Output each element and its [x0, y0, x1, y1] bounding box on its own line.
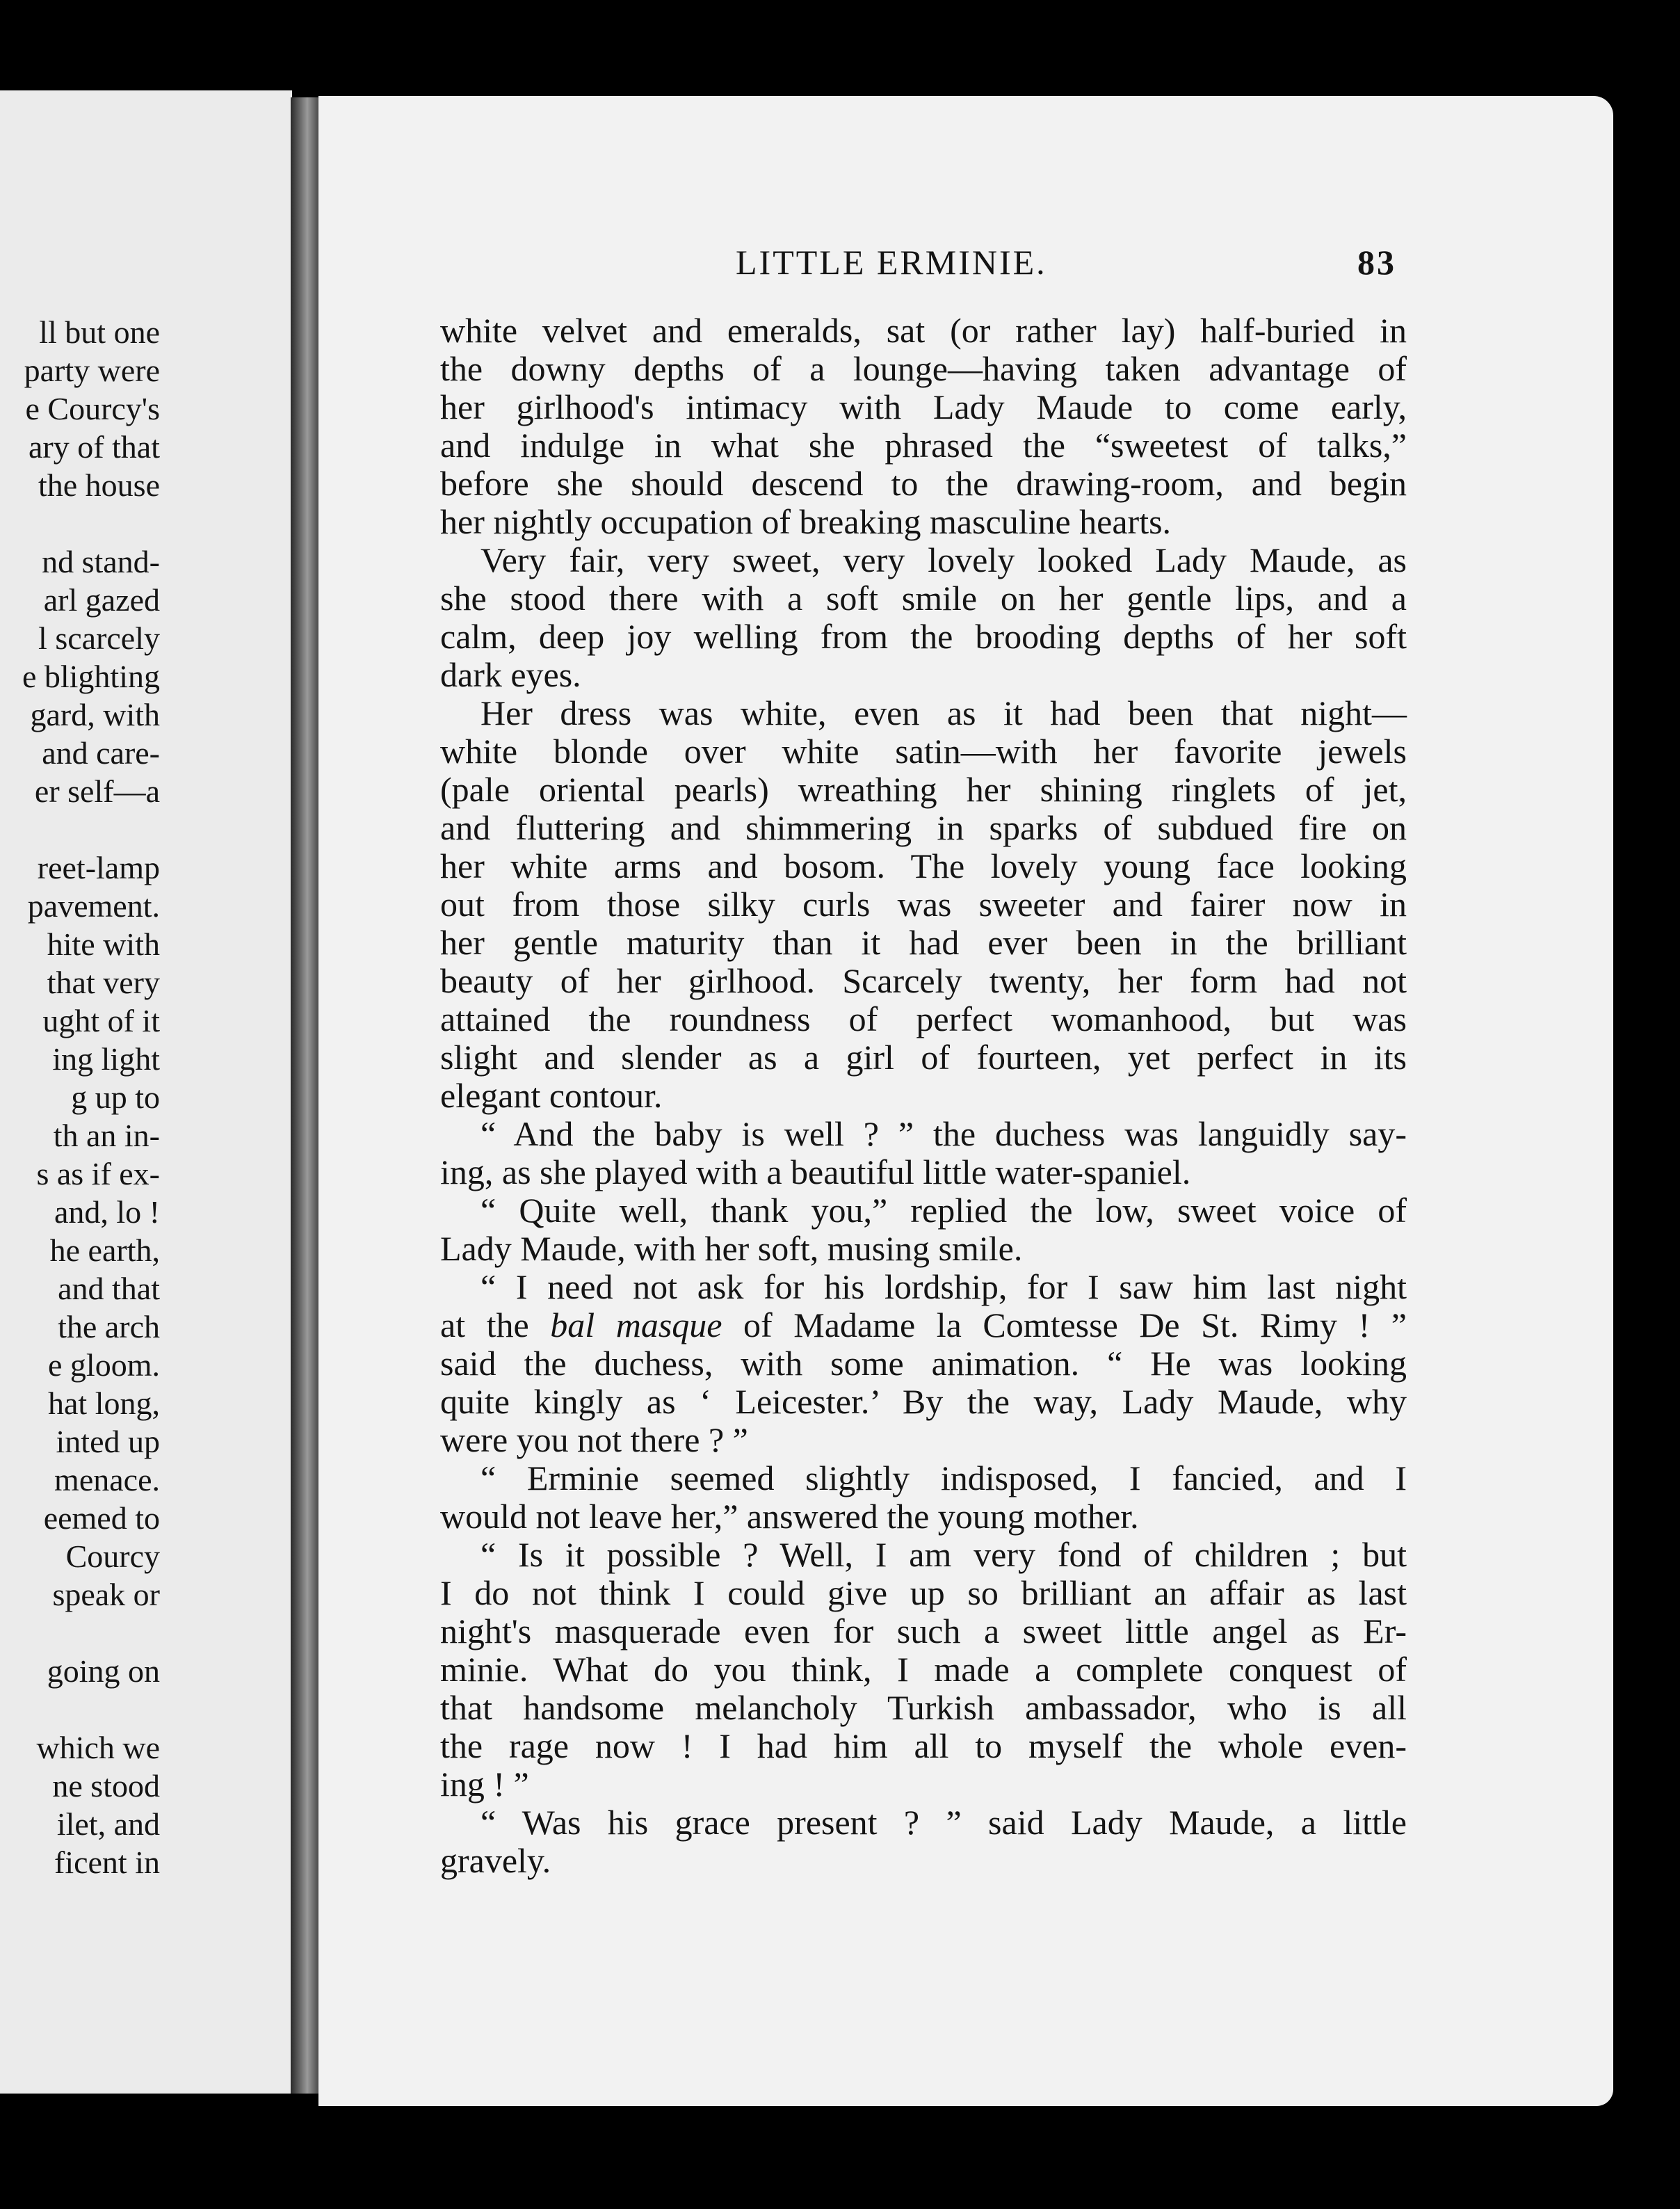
- previous-page-line: that very: [47, 965, 160, 1000]
- text-line: the downy depths of a lounge—having taken advantage of: [440, 349, 1407, 388]
- text-line: her white arms and bosom. The lovely young face looking: [440, 846, 1407, 885]
- current-page: [318, 96, 1613, 2106]
- previous-page-line: ficent in: [54, 1845, 160, 1880]
- previous-page-text: [0, 313, 160, 1881]
- text-line: and indulge in what she phrased the “sweetest of talks,”: [440, 426, 1407, 465]
- previous-page-line: e gloom.: [48, 1347, 160, 1383]
- text-line: were you not there ? ”: [440, 1420, 748, 1459]
- text-line: elegant contour.: [440, 1076, 663, 1115]
- text-line: slight and slender as a girl of fourteen, yet perfect in its: [440, 1038, 1407, 1077]
- previous-page-line: e Courcy's: [25, 391, 160, 426]
- previous-page-line: l scarcely: [38, 620, 160, 656]
- text-line: [440, 1306, 1407, 1344]
- running-title: LITTLE ERMINIE.: [736, 243, 1047, 282]
- text-line: dark eyes.: [440, 655, 581, 694]
- previous-page-line: ilet, and: [56, 1806, 160, 1842]
- previous-page-line: [0, 504, 160, 543]
- previous-page-line: er self—a: [34, 773, 160, 809]
- text-line: gravely.: [440, 1841, 551, 1880]
- previous-page-line: arl gazed: [43, 582, 160, 618]
- text-line: ing, as she played with a beautiful little water-spaniel.: [440, 1152, 1191, 1191]
- text-line: “ Was his grace present ? ” said Lady Maude, a little: [480, 1803, 1407, 1842]
- previous-page-line: nd stand-: [42, 544, 160, 579]
- previous-page-line: ary of that: [28, 429, 160, 465]
- text-line: and fluttering and shimmering in sparks of subdued fire on: [440, 808, 1407, 847]
- previous-page-line: th an in-: [53, 1118, 160, 1153]
- previous-page-line: the arch: [58, 1309, 160, 1344]
- previous-page-line: hat long,: [48, 1385, 160, 1421]
- page-body-text: [440, 312, 1407, 1880]
- text-line: minie. What do you think, I made a complete conquest of: [440, 1650, 1407, 1689]
- italic-phrase: bal masque: [550, 1306, 722, 1344]
- text-line: attained the roundness of perfect womanhood, but was: [440, 999, 1407, 1038]
- text-fragment: at the: [440, 1306, 551, 1344]
- previous-page-line: [0, 810, 160, 849]
- text-line: “ I need not ask for his lordship, for I saw him last night: [480, 1267, 1407, 1306]
- text-line: beauty of her girlhood. Scarcely twenty, her form had not: [440, 961, 1407, 1000]
- text-fragment: of Madame la Comtesse De St. Rimy ! ”: [722, 1306, 1407, 1344]
- previous-page-line: going on: [47, 1653, 160, 1689]
- previous-page-line: gard, with: [30, 697, 160, 732]
- previous-page-line: reet-lamp: [37, 850, 160, 885]
- previous-page-line: the house: [38, 467, 160, 503]
- previous-page-line: which we: [36, 1730, 160, 1765]
- text-line: said the duchess, with some animation. “ He was looking: [440, 1344, 1407, 1383]
- text-line: the rage now ! I had him all to myself the whole even-: [440, 1726, 1407, 1765]
- page-number: 83: [1357, 243, 1396, 282]
- text-line: “ Erminie seemed slightly indisposed, I fancied, and I: [480, 1459, 1407, 1497]
- previous-page-line: menace.: [54, 1462, 160, 1497]
- previous-page-line: ne stood: [52, 1768, 160, 1804]
- previous-page-line: speak or: [52, 1577, 160, 1612]
- text-line: her gentle maturity than it had ever been in the brilliant: [440, 923, 1407, 962]
- text-line: white blonde over white satin—with her favorite jewels: [440, 732, 1407, 771]
- text-line: “ Quite well, thank you,” replied the low, sweet voice of: [480, 1191, 1407, 1230]
- text-line: night's masquerade even for such a sweet little angel as Er-: [440, 1612, 1407, 1650]
- text-line: before she should descend to the drawing-room, and begin: [440, 464, 1407, 503]
- previous-page-line: ll but one: [39, 314, 160, 350]
- text-line: Very fair, very sweet, very lovely looked Lady Maude, as: [480, 540, 1407, 579]
- previous-page-line: s as if ex-: [36, 1156, 160, 1191]
- previous-page-line: and that: [58, 1271, 160, 1306]
- previous-page-line: Courcy: [65, 1539, 160, 1574]
- previous-page-line: [0, 1690, 160, 1728]
- previous-page-line: [0, 1614, 160, 1652]
- previous-page-line: and, lo !: [54, 1194, 160, 1230]
- previous-page-line: and care-: [42, 735, 160, 771]
- text-line: her nightly occupation of breaking masculine hearts.: [440, 502, 1172, 541]
- text-line: quite kingly as ‘ Leicester.’ By the way, Lady Maude, why: [440, 1382, 1407, 1421]
- text-line: Lady Maude, with her soft, musing smile.: [440, 1229, 1023, 1268]
- text-line: white velvet and emeralds, sat (or rather lay) half-buried in: [440, 311, 1407, 350]
- text-line: calm, deep joy welling from the brooding depths of her soft: [440, 617, 1407, 656]
- previous-page-line: he earth,: [49, 1232, 160, 1268]
- previous-page-line: ing light: [52, 1041, 160, 1077]
- text-line: “ Is it possible ? Well, I am very fond of children ; but: [480, 1535, 1407, 1574]
- previous-page-line: pavement.: [27, 888, 160, 924]
- text-line: I do not think I could give up so brilliant an affair as last: [440, 1573, 1407, 1612]
- text-line: her girlhood's intimacy with Lady Maude to come early,: [440, 387, 1407, 426]
- book-gutter: [291, 97, 318, 2094]
- previous-page-line: eemed to: [43, 1500, 160, 1536]
- text-line: Her dress was white, even as it had been that night—: [480, 693, 1407, 732]
- text-line: ing ! ”: [440, 1765, 529, 1804]
- previous-page-line: party were: [24, 353, 160, 388]
- previous-page-line: ught of it: [42, 1003, 160, 1038]
- text-line: that handsome melancholy Turkish ambassador, who is all: [440, 1688, 1407, 1727]
- previous-page-line: hite with: [47, 926, 160, 962]
- previous-page: [0, 90, 292, 2094]
- text-line: “ And the baby is well ? ” the duchess was languidly say-: [480, 1114, 1407, 1153]
- previous-page-line: inted up: [56, 1424, 160, 1459]
- text-line: she stood there with a soft smile on her gentle lips, and a: [440, 579, 1407, 618]
- previous-page-line: g up to: [71, 1079, 160, 1115]
- previous-page-line: e blighting: [22, 659, 160, 694]
- text-line: (pale oriental pearls) wreathing her shining ringlets of jet,: [440, 770, 1407, 809]
- text-line: would not leave her,” answered the young mother.: [440, 1497, 1139, 1536]
- text-line: out from those silky curls was sweeter and fairer now in: [440, 885, 1407, 924]
